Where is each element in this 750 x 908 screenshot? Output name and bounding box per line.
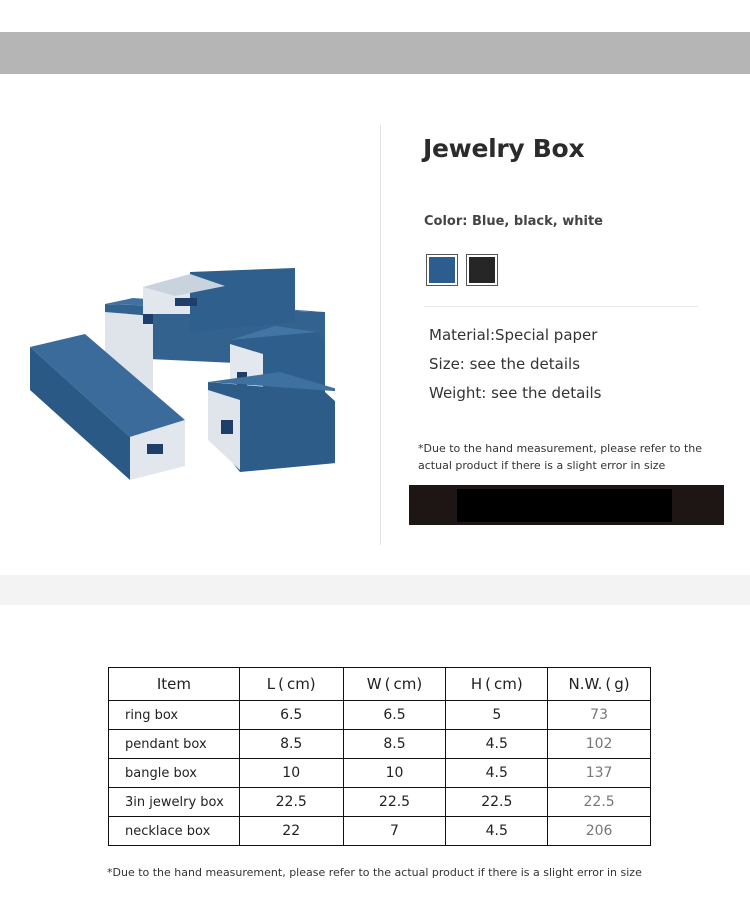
- table-row: [109, 701, 651, 730]
- cell-item: necklace box: [109, 817, 240, 846]
- spec-material: Material:Special paper: [429, 326, 598, 344]
- measurement-note: *Due to the hand measurement, please refer to the actual product if there is a slight error in size: [418, 442, 703, 472]
- cell-net-weight: 137: [548, 759, 651, 788]
- black-banner: [409, 485, 724, 525]
- header-item: Item: [109, 668, 240, 701]
- table-row: [109, 788, 651, 817]
- blue-color-swatch[interactable]: [426, 254, 458, 286]
- cell-net-weight: 102: [548, 730, 651, 759]
- top-banner: [0, 32, 750, 74]
- section-separator: [0, 575, 750, 605]
- cell-item: ring box: [109, 701, 240, 730]
- table-footnote: *Due to the hand measurement, please refer to the actual product if there is a slight error in size: [107, 866, 642, 879]
- cell-height: 4.5: [446, 730, 548, 759]
- cell-item: 3in jewelry box: [109, 788, 240, 817]
- cell-length: 8.5: [239, 730, 343, 759]
- cell-length: 22.5: [239, 788, 343, 817]
- header-height: H ( cm): [446, 668, 548, 701]
- cell-width: 10: [343, 759, 446, 788]
- cell-height: 22.5: [446, 788, 548, 817]
- cell-height: 4.5: [446, 759, 548, 788]
- color-options-label: Color: Blue, black, white: [424, 214, 603, 229]
- cell-item: pendant box: [109, 730, 240, 759]
- table-row: [109, 817, 651, 846]
- cell-length: 22: [239, 817, 343, 846]
- black-color-swatch[interactable]: [466, 254, 498, 286]
- header-length: L ( cm): [239, 668, 343, 701]
- cell-height: 5: [446, 701, 548, 730]
- table-row: [109, 759, 651, 788]
- spec-weight: Weight: see the details: [429, 384, 602, 402]
- cell-width: 8.5: [343, 730, 446, 759]
- jewelry-box-product-image: [25, 262, 335, 484]
- cell-item: bangle box: [109, 759, 240, 788]
- table-row: [109, 730, 651, 759]
- header-width: W ( cm): [343, 668, 446, 701]
- cell-length: 6.5: [239, 701, 343, 730]
- cell-net-weight: 73: [548, 701, 651, 730]
- cell-width: 22.5: [343, 788, 446, 817]
- cell-width: 6.5: [343, 701, 446, 730]
- cell-net-weight: 22.5: [548, 788, 651, 817]
- vertical-divider: [380, 125, 381, 545]
- cell-height: 4.5: [446, 817, 548, 846]
- product-title: Jewelry Box: [423, 134, 585, 163]
- table-header-row: [109, 668, 651, 701]
- cell-width: 7: [343, 817, 446, 846]
- size-table: [108, 667, 651, 846]
- header-net-weight: N.W. ( g): [548, 668, 651, 701]
- cell-length: 10: [239, 759, 343, 788]
- spec-size: Size: see the details: [429, 355, 581, 373]
- cell-net-weight: 206: [548, 817, 651, 846]
- spec-divider: [424, 306, 698, 307]
